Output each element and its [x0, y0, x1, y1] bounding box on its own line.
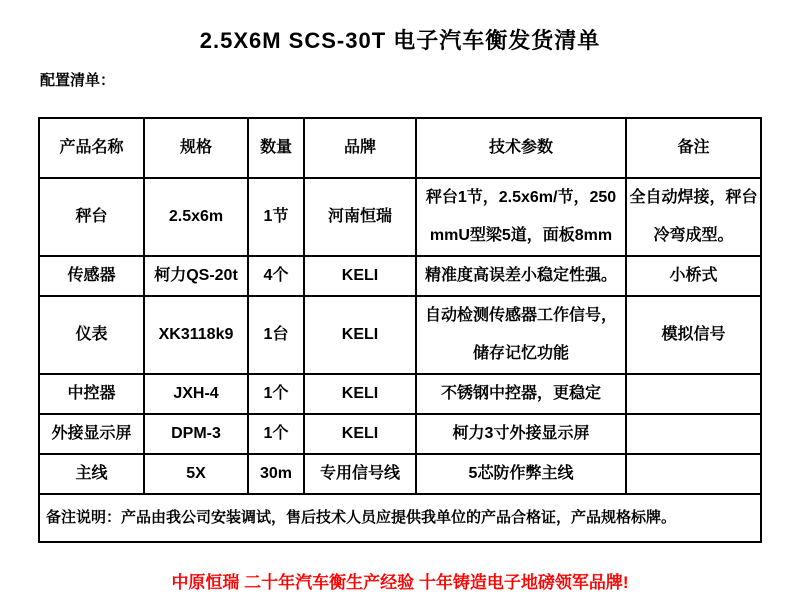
- table-row: [39, 256, 761, 296]
- cell-note: 模拟信号: [626, 296, 761, 374]
- table-row: [39, 296, 761, 374]
- cell-qty: 1个: [248, 414, 304, 454]
- cell-params: 自动检测传感器工作信号，储存记忆功能: [416, 296, 626, 374]
- col-header-note: 备注: [626, 118, 761, 178]
- cell-qty: 4个: [248, 256, 304, 296]
- table-row: [39, 374, 761, 414]
- cell-note: [626, 374, 761, 414]
- cell-brand: KELI: [304, 296, 416, 374]
- document-title: 2.5X6M SCS-30T 电子汽车衡发货清单: [199, 28, 601, 53]
- cell-spec: XK3118k9: [144, 296, 248, 374]
- col-header-qty: 数量: [248, 118, 304, 178]
- cell-params: 秤台1节，2.5x6m/节，250mmU型梁5道，面板8mm: [416, 178, 626, 256]
- cell-qty: 1节: [248, 178, 304, 256]
- cell-params: 柯力3寸外接显示屏: [416, 414, 626, 454]
- col-header-product-name: 产品名称: [39, 118, 144, 178]
- cell-brand: KELI: [304, 374, 416, 414]
- cell-spec: 2.5x6m: [144, 178, 248, 256]
- cell-note: [626, 454, 761, 494]
- footnote-text: 备注说明：产品由我公司安装调试，售后技术人员应提供我单位的产品合格证，产品规格标牌。: [39, 494, 761, 542]
- cell-brand: KELI: [304, 256, 416, 296]
- cell-brand: 专用信号线: [304, 454, 416, 494]
- cell-params: 精准度高误差小稳定性强。: [416, 256, 626, 296]
- table-row: [39, 414, 761, 454]
- cell-spec: DPM-3: [144, 414, 248, 454]
- table-row: [39, 454, 761, 494]
- col-header-brand: 品牌: [304, 118, 416, 178]
- cell-spec: JXH-4: [144, 374, 248, 414]
- table-header-row: [39, 118, 761, 178]
- cell-product-name: 仪表: [39, 296, 144, 374]
- cell-qty: 1台: [248, 296, 304, 374]
- col-header-spec: 规格: [144, 118, 248, 178]
- cell-spec: 5X: [144, 454, 248, 494]
- col-header-params: 技术参数: [416, 118, 626, 178]
- config-list-label: 配置清单：: [40, 72, 116, 89]
- brand-slogan: 中原恒瑞 二十年汽车衡生产经验 十年铸造电子地磅领军品牌!: [171, 573, 629, 592]
- cell-product-name: 传感器: [39, 256, 144, 296]
- cell-note: 全自动焊接，秤台冷弯成型。: [626, 178, 761, 256]
- cell-brand: 河南恒瑞: [304, 178, 416, 256]
- cell-note: 小桥式: [626, 256, 761, 296]
- table-row: [39, 178, 761, 256]
- cell-spec: 柯力QS-20t: [144, 256, 248, 296]
- cell-qty: 1个: [248, 374, 304, 414]
- cell-params: 不锈钢中控器，更稳定: [416, 374, 626, 414]
- config-table: [38, 117, 762, 543]
- cell-params: 5芯防作弊主线: [416, 454, 626, 494]
- table-footnote-row: [39, 494, 761, 542]
- cell-product-name: 中控器: [39, 374, 144, 414]
- cell-product-name: 主线: [39, 454, 144, 494]
- cell-brand: KELI: [304, 414, 416, 454]
- cell-product-name: 外接显示屏: [39, 414, 144, 454]
- cell-qty: 30m: [248, 454, 304, 494]
- cell-note: [626, 414, 761, 454]
- cell-product-name: 秤台: [39, 178, 144, 256]
